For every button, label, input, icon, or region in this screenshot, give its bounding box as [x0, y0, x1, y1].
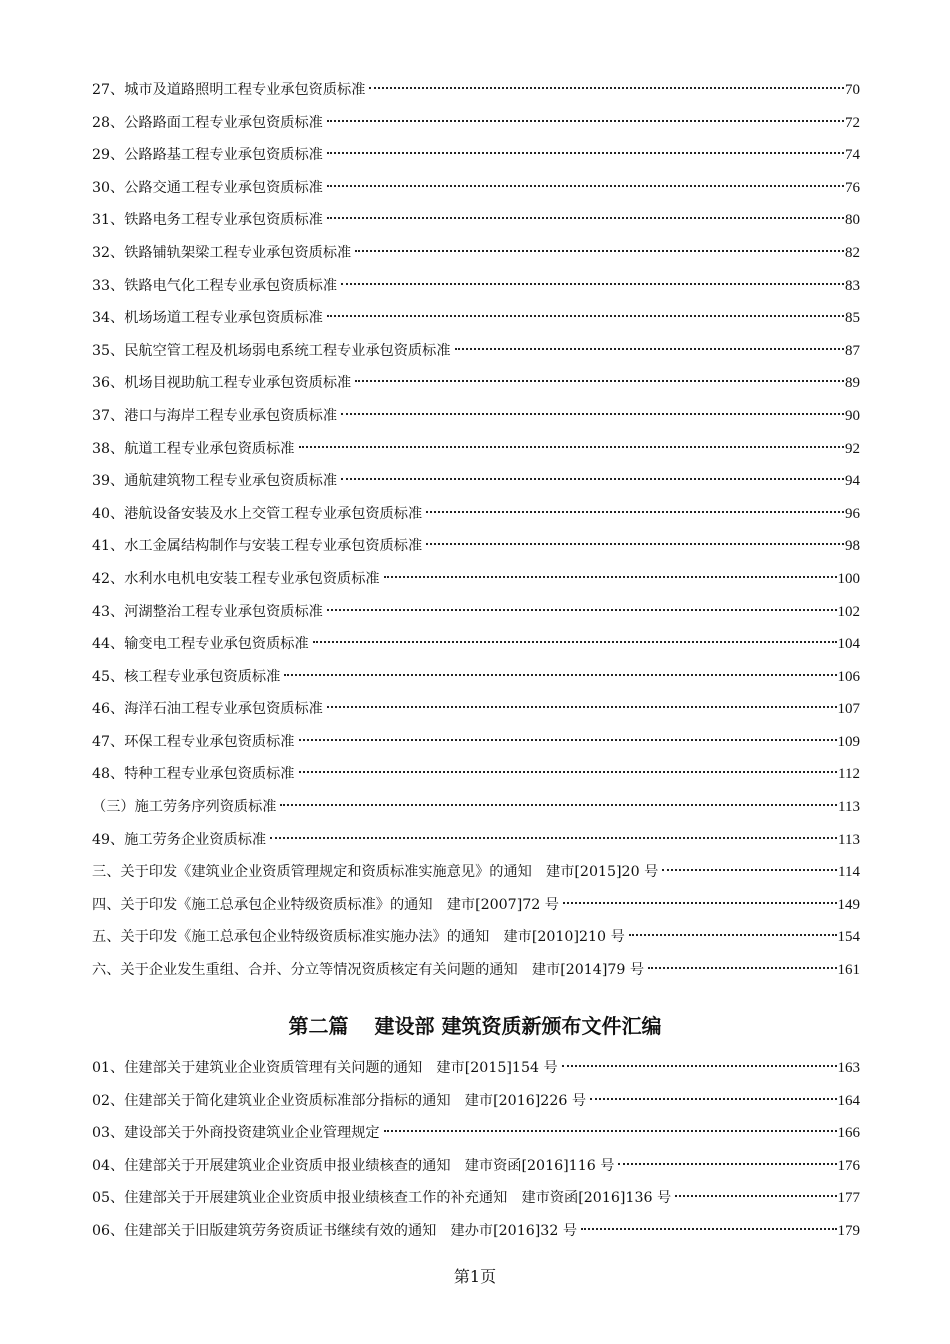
dot-leader — [455, 348, 844, 350]
dot-leader — [384, 576, 837, 578]
toc-entry-title: 45、核工程专业承包资质标准 — [92, 668, 281, 685]
toc-entry[interactable] — [92, 728, 860, 761]
toc-entry-page-number: 154 — [837, 929, 860, 946]
toc-entry-title: 46、海洋石油工程专业承包资质标准 — [92, 701, 323, 718]
toc-entry[interactable] — [92, 435, 860, 468]
toc-entry[interactable] — [92, 1152, 860, 1185]
dot-leader — [327, 185, 844, 187]
toc-entry-page-number: 74 — [845, 147, 860, 164]
dot-leader — [299, 771, 838, 773]
toc-entry-title: 49、施工劳务企业资质标准 — [92, 831, 267, 848]
toc-entry[interactable] — [92, 1217, 860, 1250]
toc-entry-title: 36、机场目视助航工程专业承包资质标准 — [92, 375, 352, 392]
toc-entry-page-number: 72 — [845, 114, 860, 131]
toc-entry[interactable] — [92, 76, 860, 109]
toc-entry[interactable] — [92, 1087, 860, 1120]
toc-entry-page-number: 163 — [837, 1060, 860, 1076]
dot-leader — [341, 413, 844, 415]
toc-entry-page-number: 113 — [838, 799, 860, 816]
toc-entry-page-number: 179 — [837, 1222, 860, 1239]
dot-leader — [270, 837, 837, 839]
toc-entry[interactable] — [92, 369, 860, 402]
toc-entry-page-number: 104 — [837, 636, 860, 653]
toc-entry[interactable] — [92, 174, 860, 207]
dot-leader — [341, 478, 844, 480]
toc-entry-page-number: 114 — [838, 864, 860, 881]
dot-leader — [426, 543, 844, 545]
toc-entry-page-number: 107 — [837, 701, 860, 718]
toc-entry-page-number: 94 — [845, 473, 860, 490]
toc-entry-title: （三）施工劳务序列资质标准 — [92, 799, 277, 816]
dot-leader — [327, 152, 844, 154]
toc-entry-page-number: 112 — [838, 766, 860, 783]
dot-leader — [369, 87, 844, 89]
toc-entry-title: 37、港口与海岸工程专业承包资质标准 — [92, 407, 338, 424]
toc-entry-page-number: 85 — [845, 310, 860, 327]
toc-entry-title: 32、铁路铺轨架梁工程专业承包资质标准 — [92, 244, 352, 261]
toc-entry-title: 34、机场场道工程专业承包资质标准 — [92, 310, 323, 327]
dot-leader — [662, 869, 837, 871]
toc-entry-title: 04、住建部关于开展建筑业企业资质申报业绩核查的通知 建市资函[2016]116 号 — [92, 1157, 615, 1174]
toc-entry-title: 43、河湖整治工程专业承包资质标准 — [92, 603, 323, 620]
dot-leader — [618, 1163, 836, 1165]
toc-entry[interactable] — [92, 826, 860, 859]
toc-entry-title: 06、住建部关于旧版建筑劳务资质证书继续有效的通知 建办市[2016]32 号 — [92, 1222, 578, 1239]
dot-leader — [562, 1065, 837, 1067]
dot-leader — [384, 1130, 837, 1132]
toc-entry-title: 六、关于企业发生重组、合并、分立等情况资质核定有关问题的通知 建市[2014]79 号 — [92, 962, 645, 979]
toc-entry-page-number: 82 — [845, 244, 860, 261]
toc-entry[interactable] — [92, 532, 860, 565]
dot-leader — [581, 1228, 836, 1230]
toc-entry-page-number: 176 — [837, 1157, 860, 1174]
toc-entry-page-number: 98 — [845, 538, 860, 555]
dot-leader — [299, 446, 845, 448]
toc-entry-title: 41、水工金属结构制作与安装工程专业承包资质标准 — [92, 538, 423, 555]
toc-entry[interactable] — [92, 109, 860, 142]
toc-entry-title: 38、航道工程专业承包资质标准 — [92, 440, 295, 457]
toc-entry[interactable] — [92, 565, 860, 598]
toc-entry-title: 47、环保工程专业承包资质标准 — [92, 733, 295, 750]
dot-leader — [284, 674, 836, 676]
toc-entry-page-number: 177 — [837, 1190, 860, 1207]
toc-entry-title: 四、关于印发《施工总承包企业特级资质标准》的通知 建市[2007]72 号 — [92, 896, 559, 913]
toc-list-part1 — [92, 76, 860, 989]
toc-entry-title: 五、关于印发《施工总承包企业特级资质标准实施办法》的通知 建市[2010]210 号 — [92, 929, 625, 946]
toc-entry[interactable] — [92, 923, 860, 956]
dot-leader — [327, 609, 837, 611]
toc-entry[interactable] — [92, 500, 860, 533]
toc-entry-title: 40、港航设备安装及水上交管工程专业承包资质标准 — [92, 505, 423, 522]
toc-entry-page-number: 87 — [845, 342, 860, 359]
dot-leader — [280, 804, 837, 806]
section-title-text: 建设部 建筑资质新颁布文件汇编 — [374, 1014, 662, 1038]
toc-entry-page-number: 106 — [837, 668, 860, 685]
toc-entry-title: 33、铁路电气化工程专业承包资质标准 — [92, 277, 338, 294]
toc-entry-page-number: 166 — [837, 1125, 860, 1142]
toc-entry-title: 02、住建部关于简化建筑业企业资质标准部分指标的通知 建市[2016]226 号 — [92, 1092, 587, 1109]
toc-entry-title: 39、通航建筑物工程专业承包资质标准 — [92, 473, 338, 490]
dot-leader — [341, 283, 844, 285]
toc-entry-title: 03、建设部关于外商投资建筑业企业管理规定 — [92, 1125, 380, 1142]
dot-leader — [313, 641, 837, 643]
toc-entry[interactable] — [92, 1054, 860, 1087]
toc-entry-title: 30、公路交通工程专业承包资质标准 — [92, 179, 323, 196]
toc-entry[interactable] — [92, 695, 860, 728]
toc-entry-page-number: 109 — [837, 733, 860, 750]
toc-entry[interactable] — [92, 141, 860, 174]
toc-list-part2 — [92, 1054, 860, 1250]
toc-entry-page-number: 149 — [837, 896, 860, 913]
toc-entry[interactable] — [92, 663, 860, 696]
dot-leader — [327, 315, 844, 317]
toc-entry-title: 27、城市及道路照明工程专业承包资质标准 — [92, 82, 366, 98]
toc-entry-title: 31、铁路电务工程专业承包资质标准 — [92, 212, 323, 229]
toc-entry[interactable] — [92, 239, 860, 272]
toc-entry-title: 48、特种工程专业承包资质标准 — [92, 766, 295, 783]
toc-entry-title: 28、公路路面工程专业承包资质标准 — [92, 114, 323, 131]
section-part-label: 第二篇 — [288, 1014, 349, 1038]
toc-entry-page-number: 102 — [837, 603, 860, 620]
toc-entry[interactable] — [92, 467, 860, 500]
toc-entry-page-number: 164 — [837, 1092, 860, 1109]
section-heading — [0, 1010, 950, 1039]
toc-entry[interactable] — [92, 206, 860, 239]
dot-leader — [327, 706, 837, 708]
dot-leader — [355, 250, 844, 252]
toc-entry-title: 29、公路路基工程专业承包资质标准 — [92, 147, 323, 164]
dot-leader — [629, 934, 837, 936]
toc-entry-page-number: 76 — [845, 179, 860, 196]
toc-entry-page-number: 89 — [845, 375, 860, 392]
toc-entry[interactable] — [92, 793, 860, 826]
dot-leader — [426, 511, 844, 513]
toc-entry[interactable] — [92, 760, 860, 793]
toc-entry[interactable] — [92, 304, 860, 337]
toc-entry-title: 01、住建部关于建筑业企业资质管理有关问题的通知 建市[2015]154 号 — [92, 1060, 558, 1076]
toc-entry[interactable] — [92, 956, 860, 989]
toc-entry[interactable] — [92, 1184, 860, 1217]
toc-entry-page-number: 92 — [845, 440, 860, 457]
toc-entry-title: 44、输变电工程专业承包资质标准 — [92, 636, 309, 653]
toc-entry-page-number: 83 — [845, 277, 860, 294]
dot-leader — [299, 739, 837, 741]
toc-entry[interactable] — [92, 1119, 860, 1152]
toc-entry[interactable] — [92, 891, 860, 924]
toc-entry-page-number: 161 — [837, 962, 860, 979]
toc-entry-page-number: 100 — [837, 570, 860, 587]
page-footer: 第1页 — [453, 1267, 497, 1286]
dot-leader — [648, 967, 836, 969]
toc-entry[interactable] — [92, 630, 860, 663]
toc-entry-page-number: 70 — [845, 82, 860, 98]
dot-leader — [563, 902, 837, 904]
toc-entry[interactable] — [92, 598, 860, 631]
dot-leader — [327, 120, 844, 122]
dot-leader — [590, 1098, 836, 1100]
toc-entry-page-number: 80 — [845, 212, 860, 229]
toc-entry-page-number: 96 — [845, 505, 860, 522]
toc-entry-page-number: 113 — [838, 831, 860, 848]
toc-entry[interactable] — [92, 272, 860, 305]
toc-entry[interactable] — [92, 858, 860, 891]
dot-leader — [355, 380, 844, 382]
toc-entry-title: 05、住建部关于开展建筑业企业资质申报业绩核查工作的补充通知 建市资函[2016]136 号 — [92, 1190, 672, 1207]
toc-entry-title: 三、关于印发《建筑业企业资质管理规定和资质标准实施意见》的通知 建市[2015]20 号 — [92, 864, 659, 881]
toc-entry-title: 42、水利水电机电安装工程专业承包资质标准 — [92, 570, 380, 587]
toc-entry[interactable] — [92, 337, 860, 370]
toc-entry-title: 35、民航空管工程及机场弱电系统工程专业承包资质标准 — [92, 342, 451, 359]
toc-entry-page-number: 90 — [845, 407, 860, 424]
dot-leader — [327, 217, 844, 219]
dot-leader — [675, 1195, 836, 1197]
toc-entry[interactable] — [92, 402, 860, 435]
